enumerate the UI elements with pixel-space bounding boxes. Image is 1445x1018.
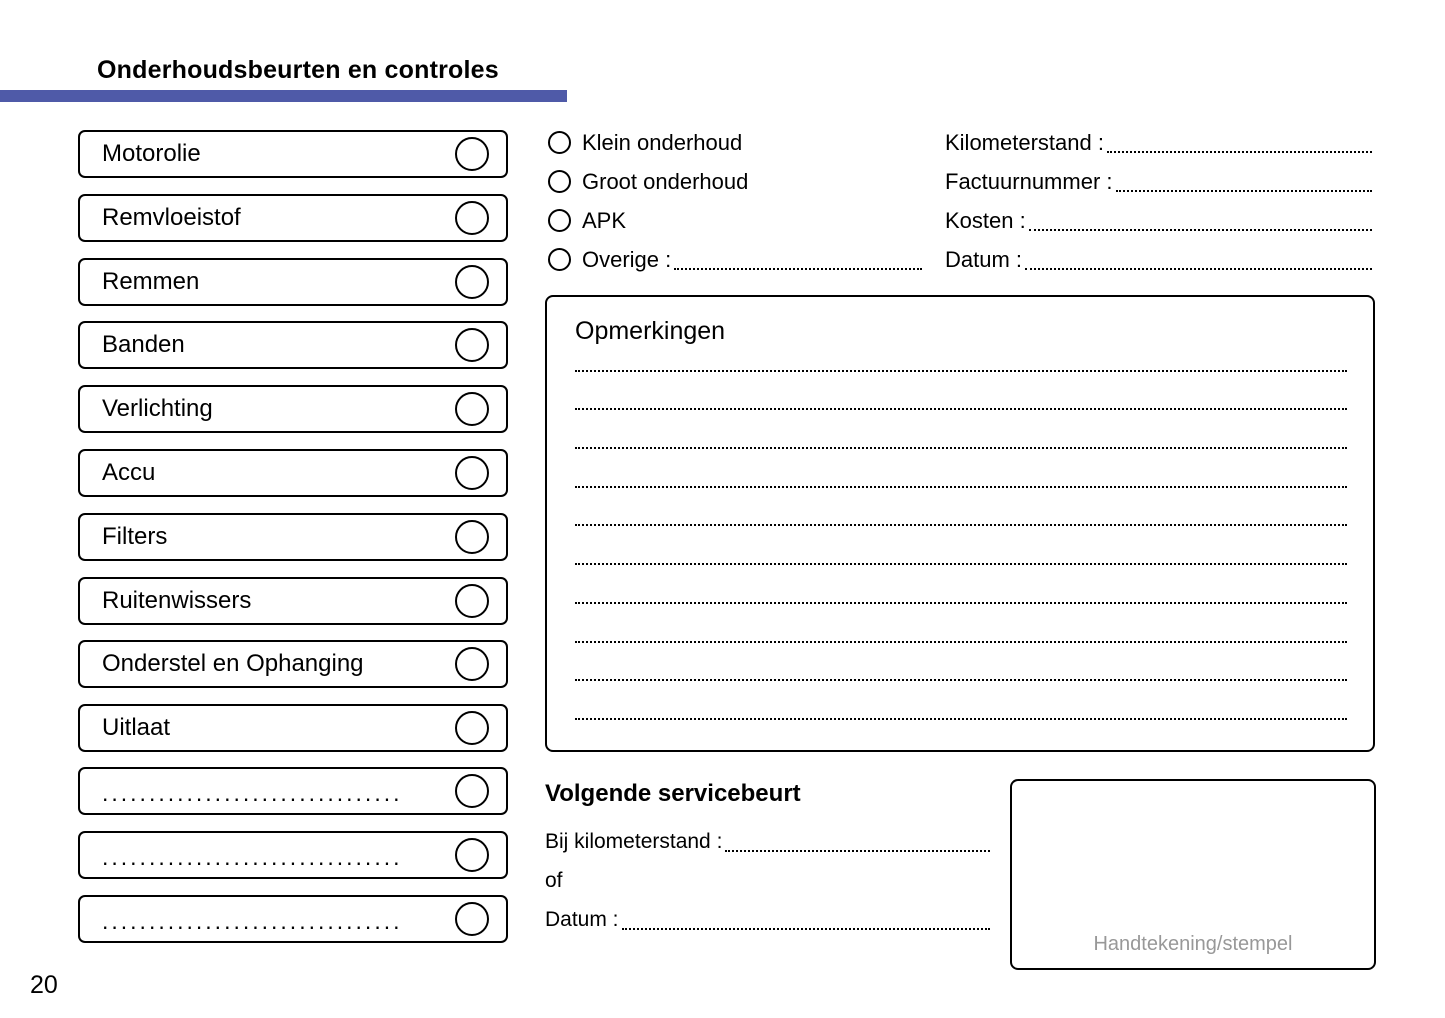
checkbox-circle[interactable] [455,774,489,808]
remarks-lines [575,333,1347,720]
checklist-item-row [78,895,508,943]
next-service-or-row [545,861,990,900]
next-service-km-fill-line[interactable] [725,850,990,852]
service-type-group [548,123,922,279]
next-service-date-fill-line[interactable] [622,928,990,930]
checklist-item-label: Banden [102,331,185,358]
service-details [945,123,1372,279]
checkbox-circle[interactable] [455,520,489,554]
radio-circle[interactable] [548,248,571,271]
next-service-date-row [545,900,990,939]
checkbox-circle[interactable] [455,647,489,681]
checklist-item-row [78,831,508,879]
title-underline-bar [0,90,567,102]
service-type-label: APK [582,207,627,233]
remarks-line[interactable] [575,372,1347,411]
checkbox-circle[interactable] [455,201,489,235]
checkbox-circle[interactable] [455,328,489,362]
remarks-line[interactable] [575,604,1347,643]
checklist-item-label: Accu [102,459,156,486]
checkbox-circle[interactable] [455,392,489,426]
detail-field-row [945,123,1372,162]
checkbox-circle[interactable] [455,137,489,171]
kosten-label: Kosten : [945,207,1026,233]
next-service-title: Volgende servicebeurt [545,780,801,807]
checklist-item-label: Remmen [102,268,200,295]
checklist-item-blank-line[interactable]: ................................ [102,907,403,934]
next-service-km-row [545,822,990,861]
radio-circle[interactable] [548,131,571,154]
checklist-item-blank-line[interactable]: ................................ [102,779,403,806]
service-type-label: Groot onderhoud [582,168,749,194]
service-type-option [548,201,922,240]
checklist-item-label: Onderstel en Ophanging [102,650,364,677]
remarks-title: Opmerkingen [575,317,726,345]
remarks-line[interactable] [575,410,1347,449]
detail-field-row [945,201,1372,240]
checkbox-circle[interactable] [455,902,489,936]
signature-hint-label: Handtekening/stempel [1093,933,1293,955]
remarks-line[interactable] [575,333,1347,372]
remarks-box [545,295,1375,752]
page-title: Onderhoudsbeurten en controles [97,56,499,84]
checklist-item-label: Uitlaat [102,714,171,741]
checklist-item-label: Verlichting [102,395,213,422]
datum-label: Datum : [945,246,1023,272]
next-service-section [545,780,990,939]
remarks-line[interactable] [575,565,1347,604]
remarks-line[interactable] [575,526,1347,565]
service-type-option [548,162,922,201]
checkbox-circle[interactable] [455,584,489,618]
remarks-line[interactable] [575,643,1347,682]
kilometerstand-label: Kilometerstand : [945,129,1104,155]
remarks-line[interactable] [575,488,1347,527]
checkbox-circle[interactable] [455,265,489,299]
checkbox-circle[interactable] [455,838,489,872]
checklist [78,130,508,946]
checklist-item-row [78,449,508,497]
page-number: 20 [30,971,58,999]
checklist-item-row [78,513,508,561]
radio-circle[interactable] [548,209,571,232]
remarks-line[interactable] [575,681,1347,720]
checklist-item-row [78,321,508,369]
radio-circle[interactable] [548,170,571,193]
service-type-label: Klein onderhoud [582,129,743,155]
checkbox-circle[interactable] [455,711,489,745]
checklist-item-label: Motorolie [102,140,201,167]
checklist-item-row [78,704,508,752]
service-type-option [548,123,922,162]
remarks-line[interactable] [575,449,1347,488]
checklist-item-label: Ruitenwissers [102,587,252,614]
detail-field-row [945,162,1372,201]
checklist-item-row [78,640,508,688]
checklist-item-row [78,385,508,433]
next-service-km-label: Bij kilometerstand : [545,829,723,853]
checklist-item-row [78,767,508,815]
kilometerstand-fill-line[interactable] [1107,151,1372,153]
service-type-option [548,240,922,279]
factuurnummer-fill-line[interactable] [1116,190,1373,192]
checkbox-circle[interactable] [455,456,489,490]
checklist-item-row [78,577,508,625]
checklist-item-row [78,258,508,306]
checklist-item-blank-line[interactable]: ................................ [102,843,403,870]
checklist-item-label: Remvloeistof [102,204,241,231]
factuurnummer-label: Factuurnummer : [945,168,1113,194]
next-service-date-label: Datum : [545,907,619,931]
kosten-fill-line[interactable] [1029,229,1372,231]
next-service-or-label: of [545,868,563,892]
service-type-label: Overige : [582,246,672,272]
overige-fill-line[interactable] [674,268,922,270]
detail-field-row [945,240,1372,279]
datum-fill-line[interactable] [1025,268,1372,270]
checklist-item-row [78,194,508,242]
signature-area[interactable] [1010,779,1376,970]
checklist-item-row [78,130,508,178]
checklist-item-label: Filters [102,523,168,550]
